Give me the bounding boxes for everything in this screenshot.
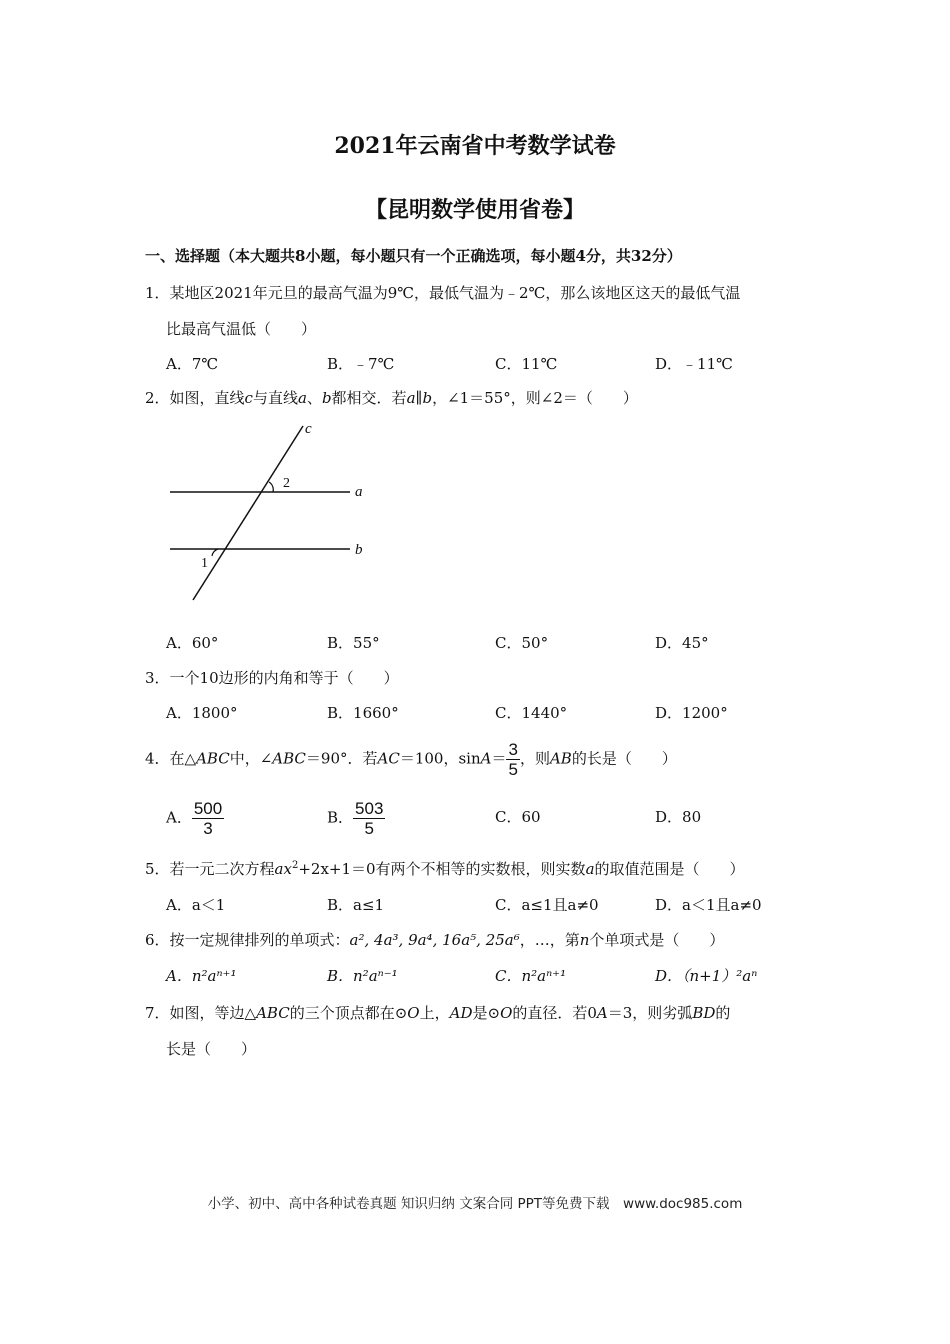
q4-option-d: D．80 (655, 808, 702, 826)
section-heading: 一、选择题（本大题共8小题，每小题只有一个正确选项，每小题4分，共32分） (145, 247, 682, 265)
fraction-500-3: $\frac{500}{3}$ (193, 799, 223, 838)
q2-stem: 2．如图，直线c与直线a、b都相交．若a∥b，∠1＝55°，则∠2＝（ ） (145, 389, 638, 407)
q1-option-d: D．﹣11℃ (655, 355, 733, 373)
q5-option-d: D．a＜1且a≠0 (655, 896, 762, 914)
label-b: b (355, 542, 363, 558)
q7-stem-line1: 7．如图，等边△ABC的三个顶点都在⊙O上，AD是⊙O的直径．若0A＝3，则劣弧BD的 (145, 1004, 731, 1022)
q2-option-a: A．60° (166, 634, 219, 652)
q1-stem-line2: 比最高气温低（ ） (166, 320, 317, 338)
q6-option-d: D．（n+1）²aⁿ (655, 967, 758, 985)
q2-figure (160, 418, 380, 608)
q3-option-d: D．1200° (655, 704, 728, 722)
q6-option-b: B．n²aⁿ⁻¹ (327, 967, 398, 985)
q5-option-c: C．a≤1且a≠0 (495, 896, 599, 914)
exam-subtitle: 【昆明数学使用省卷】 (364, 197, 585, 223)
q1-stem-line1: 1．某地区2021年元旦的最高气温为9℃，最低气温为﹣2℃，那么该地区这天的最低气温 (145, 284, 741, 302)
q6-option-a: A．n²aⁿ⁺¹ (166, 967, 237, 985)
q6-option-c: C．n²aⁿ⁺¹ (495, 967, 567, 985)
q2-option-c: C．50° (495, 634, 549, 652)
q1-option-c: C．11℃ (495, 355, 558, 373)
q1-option-a: A．7℃ (166, 355, 219, 373)
q5-option-b: B．a≤1 (327, 896, 385, 914)
q2-option-b: B．55° (327, 634, 380, 652)
q7-stem-line2: 长是（ ） (166, 1040, 257, 1058)
q3-option-b: B．1660° (327, 704, 399, 722)
label-c: c (305, 421, 312, 437)
fraction-503-5: $\frac{503}{5}$ (355, 799, 384, 838)
angle-2-arc (269, 482, 273, 492)
line-c (193, 426, 303, 600)
q1-option-b: B．﹣7℃ (327, 355, 395, 373)
fraction-3-5: $\frac{3}{5}$ (508, 740, 518, 779)
q3-option-a: A．1800° (166, 704, 238, 722)
page-footer: 小学、初中、高中各种试卷真题 知识归纳 文案合同 PPT等免费下载 www.doc985.com (207, 1196, 743, 1212)
q4-option-b: B． $\frac{503}{5}$ (327, 799, 384, 838)
label-angle-2: 2 (283, 476, 290, 491)
q4-stem: 4．在△ABC中，∠ABC＝90°．若AC＝100，sinA＝ $\frac{3}{5}$ ，则AB的长是（ ） (145, 740, 677, 779)
label-angle-1: 1 (201, 556, 208, 571)
q6-stem: 6．按一定规律排列的单项式：a², 4a³, 9a⁴, 16a⁵, 25a⁶，…，第n个单项式是（ ） (145, 931, 725, 949)
exam-title: 2021年云南省中考数学试卷 (334, 133, 616, 159)
angle-1-arc (212, 549, 218, 556)
q2-option-d: D．45° (655, 634, 709, 652)
q3-stem: 3．一个10边形的内角和等于（ ） (145, 669, 399, 687)
q5-option-a: A．a＜1 (166, 896, 226, 914)
q4-option-c: C．60 (495, 808, 541, 826)
q4-option-a: A． $\frac{500}{3}$ (166, 799, 223, 838)
q5-stem: 5．若一元二次方程$ax^2+2x+1=0$有两个不相等的实数根，则实数a的取值范围是（ ） (145, 860, 745, 878)
q3-option-c: C．1440° (495, 704, 568, 722)
label-a: a (355, 484, 363, 500)
